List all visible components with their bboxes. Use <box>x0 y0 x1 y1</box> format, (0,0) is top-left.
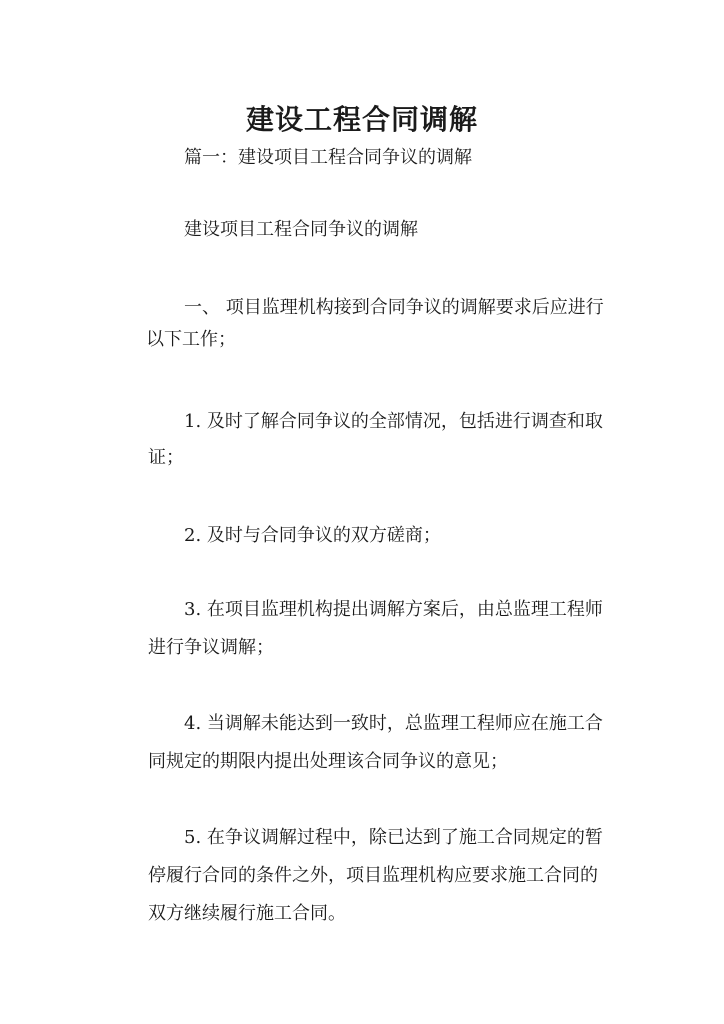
heading-paragraph <box>112 214 616 246</box>
paragraph-item-5 <box>112 708 616 778</box>
paragraph-item-4 <box>112 594 616 664</box>
paragraph-line: 一、 项目监理机构接到合同争议的调解要求后应进行 <box>184 297 604 318</box>
subtitle-text: 篇一：建设项目工程合同争议的调解 <box>184 147 472 168</box>
section-heading: 建设项目工程合同争议的调解 <box>184 219 418 240</box>
paragraph-line: 5. 在争议调解过程中，除已达到了施工合同规定的暂 <box>184 827 603 848</box>
paragraph-line: 1. 及时了解合同争议的全部情况，包括进行调查和取 <box>184 411 603 432</box>
paragraph-item-3 <box>112 520 616 552</box>
paragraph-line: 进行争议调解； <box>148 637 274 658</box>
paragraph-line: 同规定的期限内提出处理该合同争议的意见； <box>148 751 508 772</box>
paragraph-line: 以下工作； <box>146 329 236 350</box>
paragraph-line: 4. 当调解未能达到一致时，总监理工程师应在施工合 <box>184 713 603 734</box>
paragraph-item-1 <box>112 292 616 356</box>
paragraph-line: 3. 在项目监理机构提出调解方案后，由总监理工程师 <box>184 599 603 620</box>
paragraph-line: 停履行合同的条件之外，项目监理机构应要求施工合同的 <box>148 865 598 886</box>
paragraph-item-6 <box>112 822 616 930</box>
paragraph-line: 2. 及时与合同争议的双方磋商； <box>184 525 441 546</box>
paragraph-item-2 <box>112 406 616 474</box>
document-title: 建设工程合同调解 <box>245 103 478 136</box>
paragraph-line: 证； <box>148 447 184 468</box>
subtitle-paragraph <box>112 142 616 174</box>
paragraph-line: 双方继续履行施工合同。 <box>148 903 346 924</box>
